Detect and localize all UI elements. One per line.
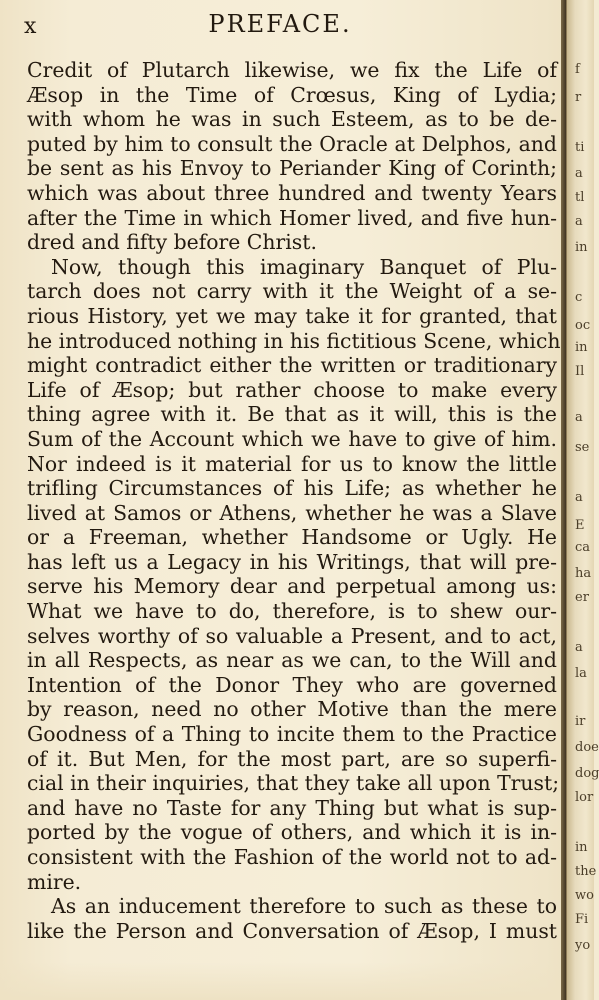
text-line: by reason, need no other Motive than the mere xyxy=(27,697,557,722)
text-line: Credit of Plutarch likewise, we fix the Life of xyxy=(27,58,557,82)
text-line: serve his Memory dear and perpetual among us: xyxy=(27,574,557,599)
text-line: Æsop in the Time of Crœsus, King of Lydia; xyxy=(27,82,557,107)
text-line: Now, though this imaginary Banquet of Plu- xyxy=(51,254,557,279)
text-line: Nor indeed is it material for us to know the little xyxy=(27,451,557,476)
facing-page-fragment: er xyxy=(575,590,589,605)
text-line: he introduced nothing in his fictitious Scene, which xyxy=(27,328,561,353)
text-line: tarch does not carry with it the Weight of a se- xyxy=(27,279,557,304)
facing-page-fragment: a xyxy=(575,410,583,425)
facing-page-fragment: a xyxy=(575,166,583,181)
facing-page-fragment: oc xyxy=(575,318,591,333)
text-line: has left us a Legacy in his Writings, that will pre- xyxy=(27,549,557,574)
text-line: which was about three hundred and twenty Years xyxy=(27,180,557,205)
facing-page-fragment: c xyxy=(575,290,583,305)
text-line: dred and fifty before Christ. xyxy=(27,230,317,255)
text-line: of it. But Men, for the most part, are so superfi- xyxy=(27,746,557,771)
text-line: after the Time in which Homer lived, and five hun- xyxy=(27,205,557,230)
text-line: selves worthy of so valuable a Present, and to act, xyxy=(27,623,557,648)
facing-page-fragment: lor xyxy=(575,790,594,805)
text-line: Life of Æsop; but rather choose to make every xyxy=(27,377,557,402)
facing-page-fragment: r xyxy=(575,90,582,105)
facing-page-fragment: dog xyxy=(575,766,599,781)
page-header xyxy=(0,8,560,42)
text-line: consistent with the Fashion of the world not to ad- xyxy=(27,845,557,869)
text-line: or a Freeman, whether Handsome or Ugly. He xyxy=(27,525,557,550)
facing-page-fragment: yo xyxy=(575,938,591,953)
text-line: lived at Samos or Athens, whether he was a Slave xyxy=(27,500,557,525)
text-line: might contradict either the written or traditionary xyxy=(27,353,557,378)
text-line: ported by the vogue of others, and which it is in- xyxy=(27,820,557,845)
text-line: rious History, yet we may take it for granted, that xyxy=(27,303,557,328)
text-line: in all Respects, as near as we can, to the Will and xyxy=(27,648,557,673)
body-text xyxy=(27,58,561,943)
text-line: As an inducement therefore to such as these to xyxy=(51,894,557,919)
running-title: PREFACE. xyxy=(208,10,352,38)
facing-page-fragment: ti xyxy=(575,140,585,155)
text-line: thing agree with it. Be that as it will, this is the xyxy=(27,402,557,427)
text-line: with whom he was in such Esteem, as to be de- xyxy=(27,107,557,132)
facing-page-fragment: in xyxy=(575,840,588,855)
facing-page-fragment: ha xyxy=(575,566,592,581)
facing-page-fragment: doe xyxy=(575,740,599,755)
text-line: cial in their inquiries, that they take all upon Trust; xyxy=(27,771,560,796)
text-line: What we have to do, therefore, is to shew our- xyxy=(27,599,557,624)
text-line: Sum of the Account which we have to give of him. xyxy=(27,426,557,451)
facing-page-fragment: Fi xyxy=(575,912,589,927)
text-line: puted by him to consult the Oracle at Delphos, and xyxy=(27,131,557,156)
facing-page-fragment: la xyxy=(575,666,587,681)
text-line: Intention of the Donor They who are governed xyxy=(27,672,557,697)
facing-page-fragment: in xyxy=(575,240,588,255)
page-number: x xyxy=(24,14,38,39)
text-line: Goodness of a Thing to incite them to the Practice xyxy=(27,722,557,747)
facing-page-fragment: a xyxy=(575,640,583,655)
facing-page-fragment: the xyxy=(575,864,597,879)
facing-page-fragment: Il xyxy=(575,364,585,379)
text-line: trifling Circumstances of his Life; as whether he xyxy=(27,476,557,501)
facing-page-fragment: wo xyxy=(575,888,594,903)
facing-page-fragment: in xyxy=(575,340,588,355)
facing-page-fragment: tl xyxy=(575,190,585,205)
facing-page-fragment: se xyxy=(575,440,590,455)
page-edge-shading xyxy=(0,962,566,1000)
facing-page-fragment: E xyxy=(575,518,585,533)
text-line: like the Person and Conversation of Æsop, I must xyxy=(27,918,557,943)
text-line: and have no Taste for any Thing but what is sup- xyxy=(27,795,557,820)
facing-page-fragment: ca xyxy=(575,540,591,555)
facing-page-fragment: ir xyxy=(575,714,586,729)
facing-page-fragment: a xyxy=(575,490,583,505)
text-line: be sent as his Envoy to Periander King of Corinth; xyxy=(27,156,557,181)
facing-page-fragment: a xyxy=(575,214,583,229)
text-line: mire. xyxy=(27,869,82,894)
facing-page-edge xyxy=(566,0,599,1000)
facing-page-fragment: f xyxy=(575,62,580,77)
